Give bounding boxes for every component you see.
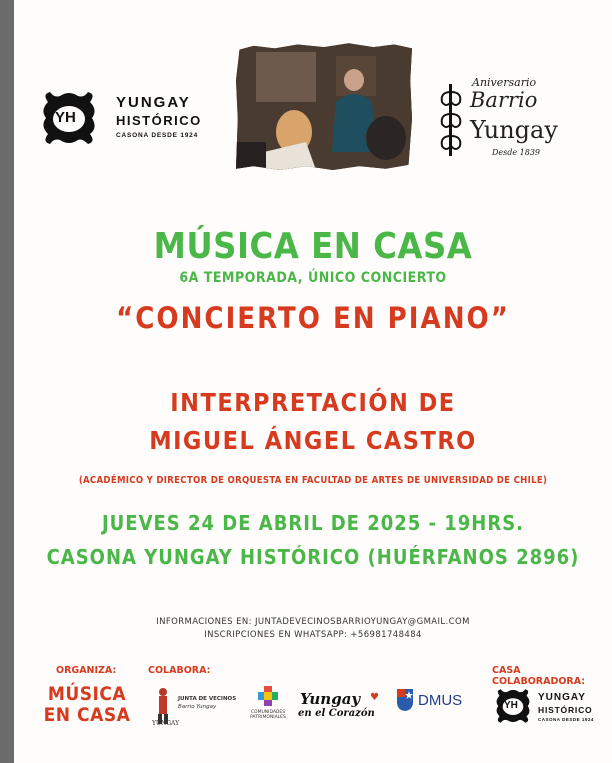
dmus-logo — [396, 686, 472, 726]
performer-name: MIGUEL ÁNGEL CASTRO — [149, 426, 477, 455]
anniversary-line-1: Aniversario — [472, 76, 537, 89]
mosaic-icon — [258, 686, 278, 706]
comunidades-text: COMUNIDADES PATRIMONIALES — [250, 710, 286, 720]
casa-subtitle: CASONA DESDE 1924 — [538, 717, 594, 722]
junta-vecinos-logo — [152, 686, 242, 730]
ironwork-icon — [438, 84, 464, 156]
orchestra-photo — [236, 42, 412, 170]
dmus-text: DMUS — [418, 692, 463, 709]
logo-title-2: HISTÓRICO — [116, 113, 202, 128]
junta-line-1: JUNTA DE VECINOS — [178, 696, 237, 702]
casa-yungay-logo — [494, 686, 604, 730]
shield-icon — [396, 688, 414, 712]
casa-title-2: HISTÓRICO — [538, 705, 593, 715]
yungay-corazon-logo — [296, 690, 384, 724]
anniversary-line-4: Desde 1839 — [492, 148, 541, 157]
interpretation-line-1: INTERPRETACIÓN DE — [170, 388, 456, 417]
event-venue: CASONA YUNGAY HISTÓRICO (HUÉRFANOS 2896) — [46, 545, 580, 569]
musica-logo-line-2: EN CASA — [43, 704, 131, 726]
concert-title: “CONCIERTO EN PIANO” — [116, 301, 510, 335]
casa-title-1: YUNGAY — [538, 692, 586, 703]
casa-badge-text: YH — [504, 700, 518, 711]
casa-colaboradora-label: CASA COLABORADORA: — [492, 665, 586, 687]
heart-icon: ♥ — [370, 692, 379, 703]
logo-title-1: YUNGAY — [116, 94, 191, 111]
musica-en-casa-logo — [40, 684, 134, 726]
colabora-label: COLABORA: — [148, 665, 211, 676]
event-title: MÚSICA EN CASA — [153, 226, 473, 267]
info-whatsapp: INSCRIPCIONES EN WHATSAPP: +56981748484 — [204, 630, 422, 640]
performer-bio: (ACADÉMICO Y DIRECTOR DE ORQUESTA EN FACULTAD DE ARTES DE UNIVERSIDAD DE CHILE) — [78, 475, 548, 486]
poster — [14, 0, 612, 763]
yh-emblem-icon — [40, 90, 98, 146]
corazon-line-1: Yungay — [300, 690, 361, 708]
musica-logo-line-1: MÚSICA — [47, 683, 127, 705]
aniversario-barrio-yungay-logo — [434, 74, 594, 164]
info-email: INFORMACIONES EN: JUNTADEVECINOSBARRIOYUNGAY@GMAIL.COM — [156, 617, 470, 627]
anniversary-line-3: Yungay — [470, 116, 558, 144]
logo-subtitle: CASONA DESDE 1924 — [116, 132, 198, 139]
junta-line-2: Barrio Yungay — [178, 704, 217, 710]
organiza-label: ORGANIZA: — [56, 665, 117, 676]
yh-badge-text: YH — [55, 109, 76, 126]
anniversary-line-2: Barrio — [470, 88, 538, 112]
event-subtitle: 6A TEMPORADA, ÚNICO CONCIERTO — [179, 270, 447, 286]
event-date: JUEVES 24 DE ABRIL DE 2025 - 19HRS. — [101, 511, 525, 535]
comunidades-logo — [248, 686, 288, 730]
yungay-mark: YUNGAY — [152, 720, 180, 727]
casa-yh-emblem-icon — [494, 688, 532, 724]
yungay-historico-logo — [40, 88, 240, 150]
corazon-line-2: en el Corazón — [298, 708, 375, 719]
